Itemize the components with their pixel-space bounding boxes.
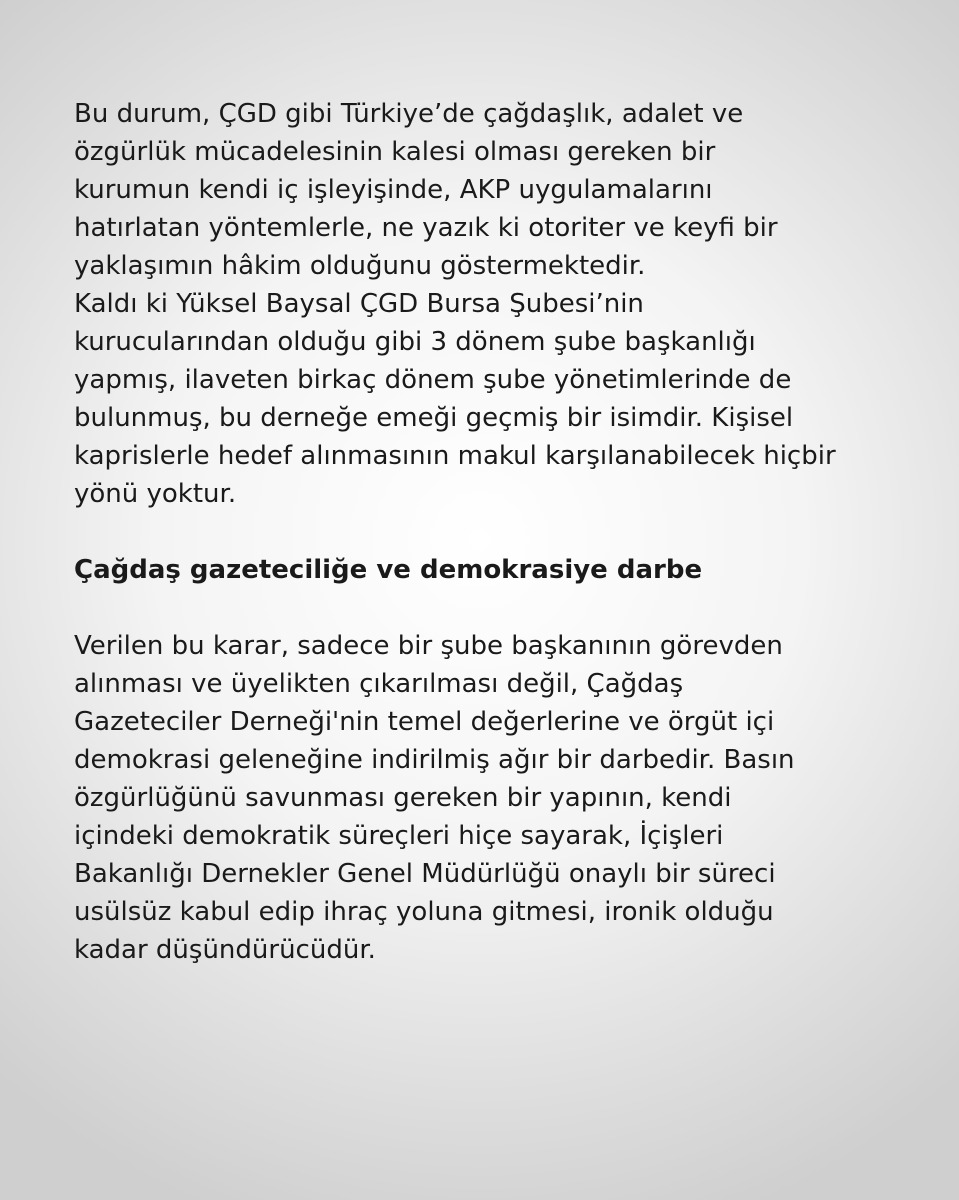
article-body: [74, 95, 904, 969]
text-line: özgürlüğünü savunması gereken bir yapının, kendi: [74, 783, 732, 813]
text-line: usülsüz kabul edip ihraç yoluna gitmesi, ironik olduğu: [74, 897, 774, 927]
text-line: Verilen bu karar, sadece bir şube başkanının görevden: [74, 631, 783, 661]
text-line: kurucularından olduğu gibi 3 dönem şube başkanlığı: [74, 327, 756, 357]
paragraph-3: [74, 627, 904, 969]
text-line: alınması ve üyelikten çıkarılması değil, Çağdaş: [74, 669, 684, 699]
paragraph-2: [74, 285, 904, 513]
text-line: hatırlatan yöntemlerle, ne yazık ki otoriter ve keyfi bir: [74, 213, 778, 243]
paragraph-1: [74, 95, 904, 285]
text-line: yaklaşımın hâkim olduğunu göstermektedir.: [74, 251, 646, 281]
text-line: Bu durum, ÇGD gibi Türkiye’de çağdaşlık, adalet ve: [74, 99, 744, 129]
section-heading: Çağdaş gazeteciliğe ve demokrasiye darbe: [74, 555, 703, 585]
text-line: kaprislerle hedef alınmasının makul karşılanabilecek hiçbir: [74, 441, 836, 471]
text-line: kadar düşündürücüdür.: [74, 935, 376, 965]
text-line: demokrasi geleneğine indirilmiş ağır bir darbedir. Basın: [74, 745, 795, 775]
text-line: yönü yoktur.: [74, 479, 237, 509]
text-line: Kaldı ki Yüksel Baysal ÇGD Bursa Şubesi’nin: [74, 289, 644, 319]
text-line: içindeki demokratik süreçleri hiçe sayarak, İçişleri: [74, 821, 724, 851]
text-line: yapmış, ilaveten birkaç dönem şube yönetimlerinde de: [74, 365, 792, 395]
text-line: kurumun kendi iç işleyişinde, AKP uygulamalarını: [74, 175, 713, 205]
spacer: [74, 589, 904, 627]
text-line: özgürlük mücadelesinin kalesi olması gereken bir: [74, 137, 716, 167]
text-line: bulunmuş, bu derneğe emeği geçmiş bir isimdir. Kişisel: [74, 403, 794, 433]
text-line: Gazeteciler Derneği'nin temel değerlerine ve örgüt içi: [74, 707, 775, 737]
text-line: Bakanlığı Dernekler Genel Müdürlüğü onaylı bir süreci: [74, 859, 776, 889]
